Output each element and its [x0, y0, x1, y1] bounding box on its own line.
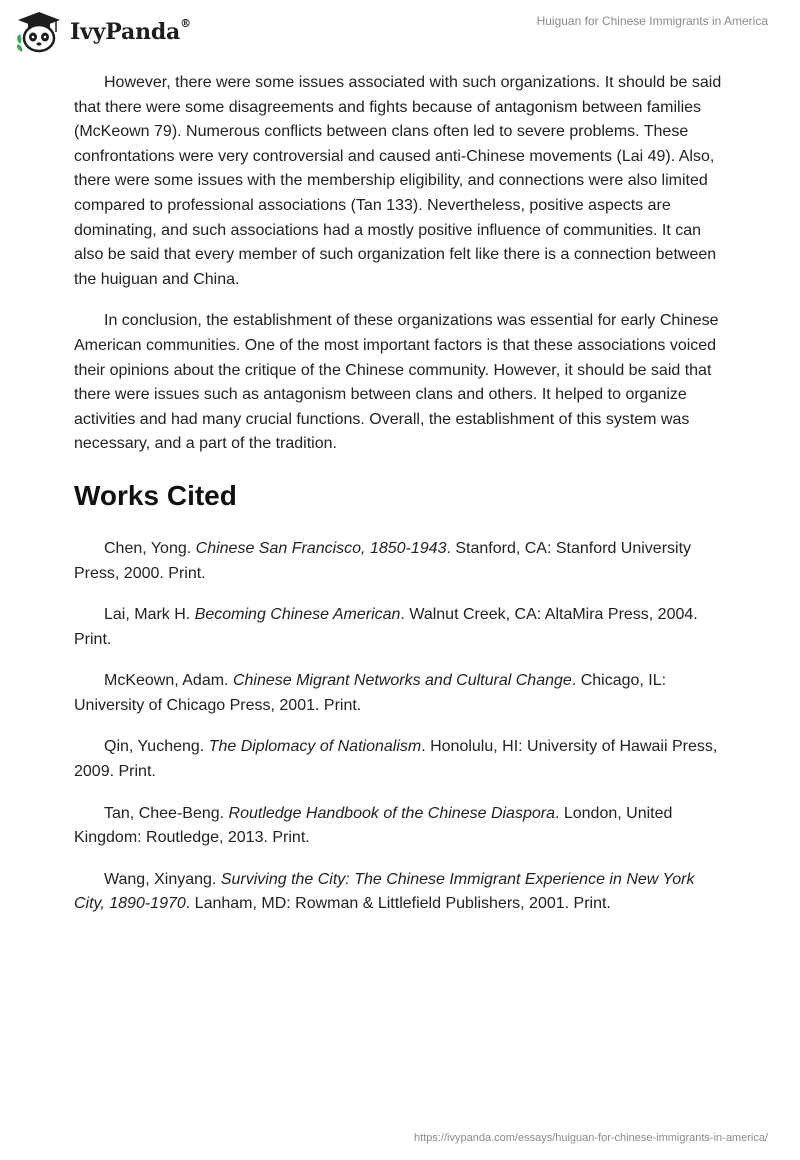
- works-cited-heading: Works Cited: [74, 479, 237, 511]
- page-header: [0, 0, 800, 60]
- citation-entry: Tan, Chee-Beng. Routledge Handbook of the Chinese Diaspora. London, United Kingdom: Routledge, 2013. Print.: [74, 804, 673, 847]
- citation-entry: McKeown, Adam. Chinese Migrant Networks and Cultural Change. Chicago, IL: University of Chicago Press, 2001. Print.: [74, 672, 667, 714]
- citation-entry: Qin, Yucheng. The Diplomacy of Nationalism. Honolulu, HI: University of Hawaii Press, 2009. Print.: [74, 738, 718, 781]
- document-title: Huiguan for Chinese Immigrants in America: [536, 14, 768, 28]
- body-paragraph: However, there were some issues associated with such organizations. It should be said that there were some disagreements and fights because of antagonism between families (McKeown 79). Numerous conflicts between clans often led to severe problems. These confrontations were very controversial and caused anti-Chinese movements (Lai 49). Also, there were some issues with the membership eligibility, and connections were also limited compared to professional associations (Tan 133). Nevertheless, positive aspects are dominating, and such associations had a mostly positive influence of communities. It can also be said that every member of such organization felt like there is a connection between the huiguan and China.: [74, 74, 722, 288]
- citation-entry: Chen, Yong. Chinese San Francisco, 1850-1943. Stanford, CA: Stanford University Press, 2000. Print.: [74, 539, 692, 582]
- body-paragraph: In conclusion, the establishment of these organizations was essential for early Chinese American communities. One of the most important factors is that these associations voiced their opinions about the critique of the Chinese community. However, it should be said that there were issues such as antagonism between clans and others. It helped to organize activities and had many crucial functions. Overall, the establishment of this system was necessary, and a part of the tradition.: [74, 312, 719, 453]
- ivypanda-logo[interactable]: [14, 8, 191, 56]
- citation-entry: Wang, Xinyang. Surviving the City: The Chinese Immigrant Experience in New York City, 1890-1970. Lanham, MD: Rowman & Littlefield Publishers, 2001. Print.: [74, 870, 695, 913]
- citation-entry: Lai, Mark H. Becoming Chinese American. Walnut Creek, CA: AltaMira Press, 2004. Print.: [74, 606, 698, 648]
- panda-logo-icon: [14, 10, 64, 54]
- logo-wordmark: IvyPanda®: [70, 17, 191, 45]
- essay-content: [74, 71, 724, 934]
- source-url[interactable]: https://ivypanda.com/essays/huiguan-for-chinese-immigrants-in-america/: [414, 1132, 768, 1144]
